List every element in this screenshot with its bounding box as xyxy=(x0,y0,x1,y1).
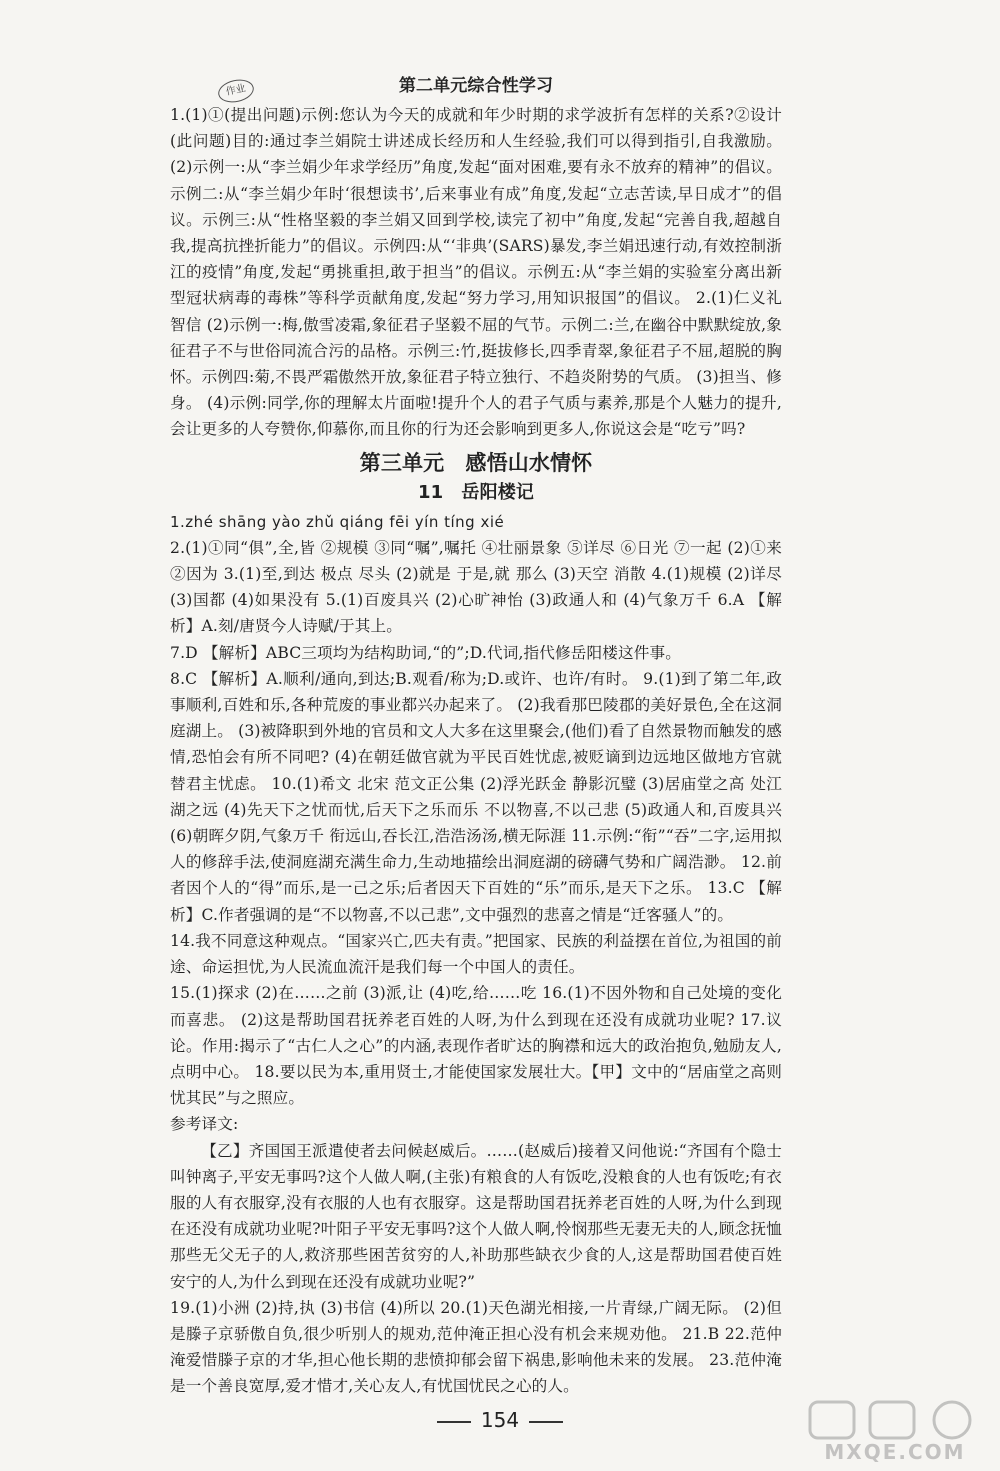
watermark-logo-icon xyxy=(800,1398,990,1442)
answer-paragraph: 7.D 【解析】ABC三项均为结构助词,“的”;D.代词,指代修岳阳楼这件事。 xyxy=(170,643,681,662)
unit2-answer: 1.(1)①(提出问题)示例:您认为今天的成就和年少时期的求学波折有怎样的关系?②设计(此问题)目的:通过李兰娟院士讲述成长经历和人生经验,我们可以得到指引,自我激励。 (2)示例一:从“李兰娟少年求学经历”角度,发起“面对困难,要有永不放弃的精神”的倡议。示例二:从“李兰娟少年时‘很想读书’,后来事业有成”角度,发起“立志苦读,早日成才”的倡议。示例三:从“性格坚毅的李兰娟又回到学校,读完了初中”角度,发起“完善自我,超越自我,提高抗挫折能力”的倡议。示例四:从“‘非典’(SARS)暴发,李兰娟迅速行动,有效控制浙江的疫情”角度,发起“勇挑重担,敢于担当”的倡议。示例五:从“李兰娟的实验室分离出新型冠状病毒的毒株”等科学贡献角度,发起“努力学习,用知识报国”的倡议。 2.(1)仁义礼智信 (2)示例一:梅,傲雪凌霜,象征君子坚毅不屈的气节。示例二:兰,在幽谷中默默绽放,象征君子不与世俗同流合污的品格。示例三:竹,挺拔修长,四季青翠,象征君子不屈,超脱的胸怀。示例四:菊,不畏严霜傲然开放,象征君子特立独行、不趋炎附势的气质。 (3)担当、修身。 (4)示例:同学,你的理解太片面啦!提升个人的君子气质与素养,那是个人魅力的提升,会让更多的人夸赞你,仰慕你,而且你的行为还会影响到更多人,你说这会是“吃亏”吗? xyxy=(170,106,782,439)
watermark-site-text: MXQE.COM xyxy=(824,1440,966,1464)
watermark-logo xyxy=(800,1398,990,1468)
unit2-title: 第二单元综合性学习 xyxy=(398,76,554,96)
handwritten-stamp: 作业 xyxy=(216,76,256,105)
dash-right xyxy=(529,1421,563,1423)
pinyin-line: 1.zhé shāng yào zhǔ qiáng fēi yín tíng xié xyxy=(170,512,505,531)
translation-label: 参考译文: xyxy=(170,1115,239,1134)
answer-paragraph: 8.C 【解析】A.顺利/通向,到达;B.观看/称为;D.或许、也许/有时。 9.(1)到了第二年,政事顺利,百姓和乐,各种荒废的事业都兴办起来了。 (2)我看那巴陵郡的美好景色,全在这洞庭湖上。 (3)被降职到外地的官员和文人大多在这里聚会,(他们)看了自然景物而触发的感情,恐怕会有所不同吧? (4)在朝廷做官就为平民百姓忧虑,被贬谪到边远地区做地方官就替君主忧虑。 10.(1)希文 北宋 范文正公集 (2)浮光跃金 静影沉璧 (3)居庙堂之高 处江湖之远 (4)先天下之忧而忧,后天下之乐而乐 不以物喜,不以己悲 (5)政通人和,百废具兴 (6)朝晖夕阴,气象万千 衔远山,吞长江,浩浩汤汤,横无际涯 11.示例:“衔”“吞”二字,运用拟人的修辞手法,使洞庭湖充满生命力,生动地描绘出洞庭湖的磅礴气势和广阔浩渺。 12.前者因个人的“得”而乐,是一己之乐;后者因天下百姓的“乐”而乐,是天下之乐。 13.C 【解析】C.作者强调的是“不以物喜,不以己悲”,文中强烈的悲喜之情是“迁客骚人”的。 xyxy=(170,669,782,924)
answer-paragraph: 15.(1)探求 (2)在……之前 (3)派,让 (4)吃,给……吃 16.(1)不因外物和自己处境的变化而喜悲。 (2)这是帮助国君抚养老百姓的人呀,为什么到现在还没有成就功业呢? 17.议论。作用:揭示了“古仁人之心”的内涵,表现作者旷达的胸襟和远大的政治抱负,勉励友人,点明中心。 18.要以民为本,重用贤士,才能使国家发展壮大。【甲】文中的“居庙堂之高则忧其民”与之照应。 xyxy=(170,984,782,1108)
answer-content xyxy=(170,72,782,1400)
page-number-text: 154 xyxy=(480,1408,520,1432)
answer-paragraph: 2.(1)①同“俱”,全,皆 ②规模 ③同“嘱”,嘱托 ④壮丽景象 ⑤详尽 ⑥日光 ⑦一起 (2)①来 ②因为 3.(1)至,到达 极点 尽头 (2)就是 于是,就 那么 (3)天空 消散 4.(1)规模 (2)详尽 (3)国都 (4)如果没有 5.(1)百废具兴 (2)心旷神怡 (3)政通人和 (4)气象万千 6.A 【解析】A.刻/唐贤今人诗赋/于其上。 xyxy=(170,538,782,636)
answer-paragraph-final: 19.(1)小洲 (2)持,执 (3)书信 (4)所以 20.(1)天色湖光相接,一片青绿,广阔无际。 (2)但是滕子京骄傲自负,很少听别人的规劝,范仲淹正担心没有机会来规劝他。 21.B 22.范仲淹爱惜滕子京的才华,担心他长期的悲愤抑郁会留下祸患,影响他未来的发展。 23.范仲淹是一个善良宽厚,爱才惜才,关心友人,有忧国忧民之心的人。 xyxy=(170,1298,782,1396)
translation-text: 【乙】齐国国王派遣使者去问候赵威后。……(赵威后)接着又问他说:“齐国有个隐士叫钟离子,平安无事吗?这个人做人啊,(主张)有粮食的人有饭吃,没粮食的人也有饭吃;有衣服的人有衣服穿,没有衣服的人也有衣服穿。这是帮助国君抚养老百姓的人呀,为什么到现在还没有成就功业呢?叶阳子平安无事吗?这个人做人啊,怜悯那些无妻无夫的人,顾念抚恤那些无父无子的人,救济那些困苦贫穷的人,补助那些缺衣少食的人,这是帮助国君使百姓安宁的人,为什么到现在还没有成就功业呢?” xyxy=(170,1141,782,1291)
unit3-title: 第三单元 感悟山水情怀 xyxy=(359,450,593,475)
answer-paragraph: 14.我不同意这种观点。“国家兴亡,匹夫有责。”把国家、民族的利益摆在首位,为祖国的前途、命运担忧,为人民流血流汗是我们每一个中国人的责任。 xyxy=(170,931,782,977)
dash-left xyxy=(437,1421,471,1423)
lesson-title: 11 岳阳楼记 xyxy=(417,481,535,503)
